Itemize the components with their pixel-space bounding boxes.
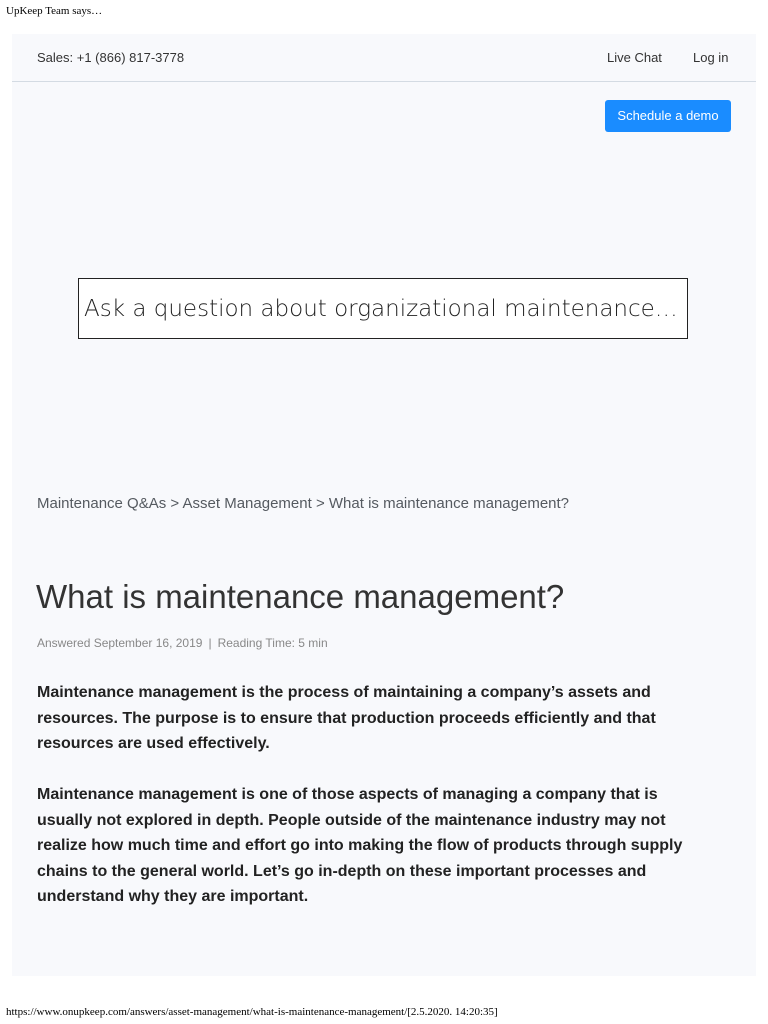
schedule-demo-button[interactable]: Schedule a demo [605, 100, 731, 132]
reading-time: Reading Time: 5 min [217, 636, 328, 650]
article-paragraph: Maintenance management is one of those aspects of managing a company that is usually not explored in depth. People outside of the maintenance industry may not realize how much time and effort go into making the flow of products through supply chains to the general world. Let’s go in-depth on these important processes and understand why they are important. [37, 786, 683, 905]
page-title: What is maintenance management? [36, 578, 565, 615]
breadcrumb-item-current: What is maintenance management? [328, 495, 570, 512]
top-bar [12, 34, 756, 82]
article-paragraph: Maintenance management is the process of maintaining a company’s assets and resources. The purpose is to ensure that production proceeds efficiently and that resources are used effectively. [37, 684, 656, 752]
search-box[interactable] [78, 278, 688, 339]
live-chat-link[interactable]: Live Chat [607, 50, 662, 65]
breadcrumb-item-asset-management[interactable]: Asset Management [182, 495, 312, 512]
article-meta [37, 636, 328, 650]
meta-separator: | [208, 636, 212, 650]
breadcrumb-separator: > [315, 495, 325, 512]
login-link[interactable]: Log in [693, 50, 729, 65]
breadcrumb-item-maintenance-qas[interactable]: Maintenance Q&As [37, 495, 167, 512]
breadcrumb [37, 495, 569, 512]
breadcrumb-separator: > [170, 495, 180, 512]
search-input[interactable] [84, 296, 687, 322]
print-footer-url: https://www.onupkeep.com/answers/asset-management/what-is-maintenance-management/[2.5.2020. 14:20:35] [6, 1006, 498, 1018]
page-content [12, 34, 756, 976]
answered-date: Answered September 16, 2019 [37, 636, 203, 650]
sales-phone[interactable]: Sales: +1 (866) 817-3778 [37, 50, 185, 65]
print-header: UpKeep Team says… [6, 5, 103, 17]
